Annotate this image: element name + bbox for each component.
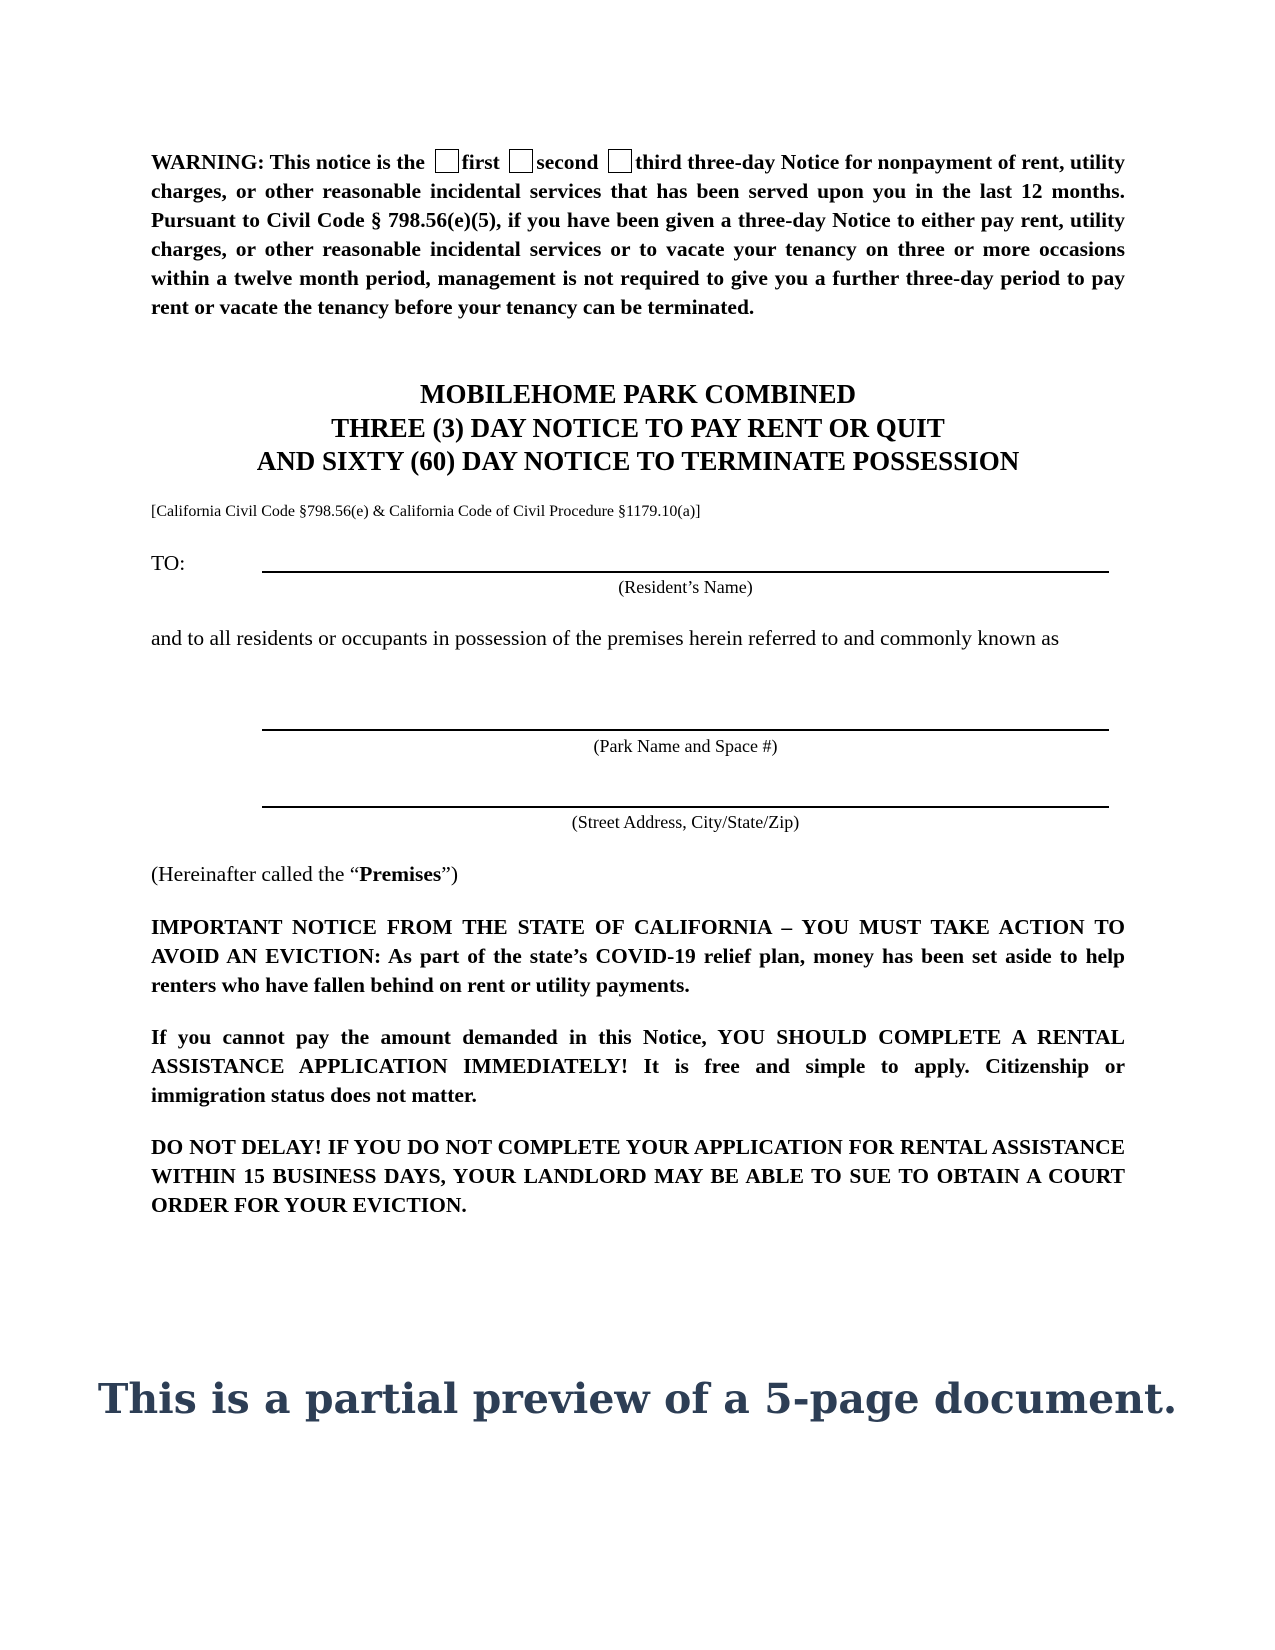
title-line-2: THREE (3) DAY NOTICE TO PAY RENT OR QUIT [331,412,945,443]
checkbox-second[interactable] [509,149,533,173]
resident-name-caption: (Resident’s Name) [618,577,753,597]
street-address-caption: (Street Address, City/State/Zip) [571,812,800,832]
park-name-line[interactable] [262,729,1109,731]
checkbox-third[interactable] [608,149,632,173]
legal-citation: [California Civil Code §798.56(e) & California Code of Civil Procedure §1179.10(a)] [151,503,701,520]
resident-name-line[interactable] [262,571,1109,573]
state-notice-paragraph: IMPORTANT NOTICE FROM THE STATE OF CALIFORNIA – YOU MUST TAKE ACTION TO AVOID AN EVICTION: As part of the state’s COVID-19 relief plan, money has been set aside to help renters who have fallen behind on rent or utility payments. [151,915,1125,997]
hereinafter-before: (Hereinafter called the “ [151,862,360,886]
title-line-1: MOBILEHOME PARK COMBINED [419,379,856,409]
preview-banner: This is a partial preview of a 5-page document. [97,1375,1178,1423]
premises-intro: and to all residents or occupants in possession of the premises herein referred to and commonly known as [151,626,1060,650]
warning-paragraph [151,148,1125,322]
warning-body: third three-day Notice for nonpayment of rent, utility charges, or other reasonable incidental services that has been served upon you in the last 12 months. Pursuant to Civil Code § 798.56(e)(5), if you have been given a three-day Notice to either pay rent, utility charges, or other reasonable incidental services or to vacate your tenancy on three or more occasions within a twelve month period, management is not required to give you a further three-day period to pay rent or vacate the tenancy before your tenancy can be terminated. [151,150,1125,319]
hereinafter-after: ”) [441,862,458,886]
warning-prefix: WARNING: This notice is the [151,150,431,174]
park-name-caption: (Park Name and Space #) [593,736,778,756]
premises-term: Premises [359,862,442,886]
hereinafter-paragraph [151,860,1125,889]
delay-notice-paragraph: DO NOT DELAY! IF YOU DO NOT COMPLETE YOUR APPLICATION FOR RENTAL ASSISTANCE WITHIN 15 BUSINESS DAYS, YOUR LANDLORD MAY BE ABLE TO SUE TO OBTAIN A COURT ORDER FOR YOUR EVICTION. [151,1135,1125,1217]
checkbox-first[interactable] [435,149,459,173]
checkbox-second-label: second [536,150,605,174]
title-line-3: AND SIXTY (60) DAY NOTICE TO TERMINATE POSSESSION [256,446,1020,476]
notice-title [151,378,1125,479]
street-address-line[interactable] [262,806,1109,808]
checkbox-first-label: first [461,150,506,174]
apply-notice-paragraph: If you cannot pay the amount demanded in this Notice, YOU SHOULD COMPLETE A RENTAL ASSISTANCE APPLICATION IMMEDIATELY! It is free and simple to apply. Citizenship or immigration status does not matter. [151,1025,1125,1107]
to-label: TO: [151,551,186,575]
